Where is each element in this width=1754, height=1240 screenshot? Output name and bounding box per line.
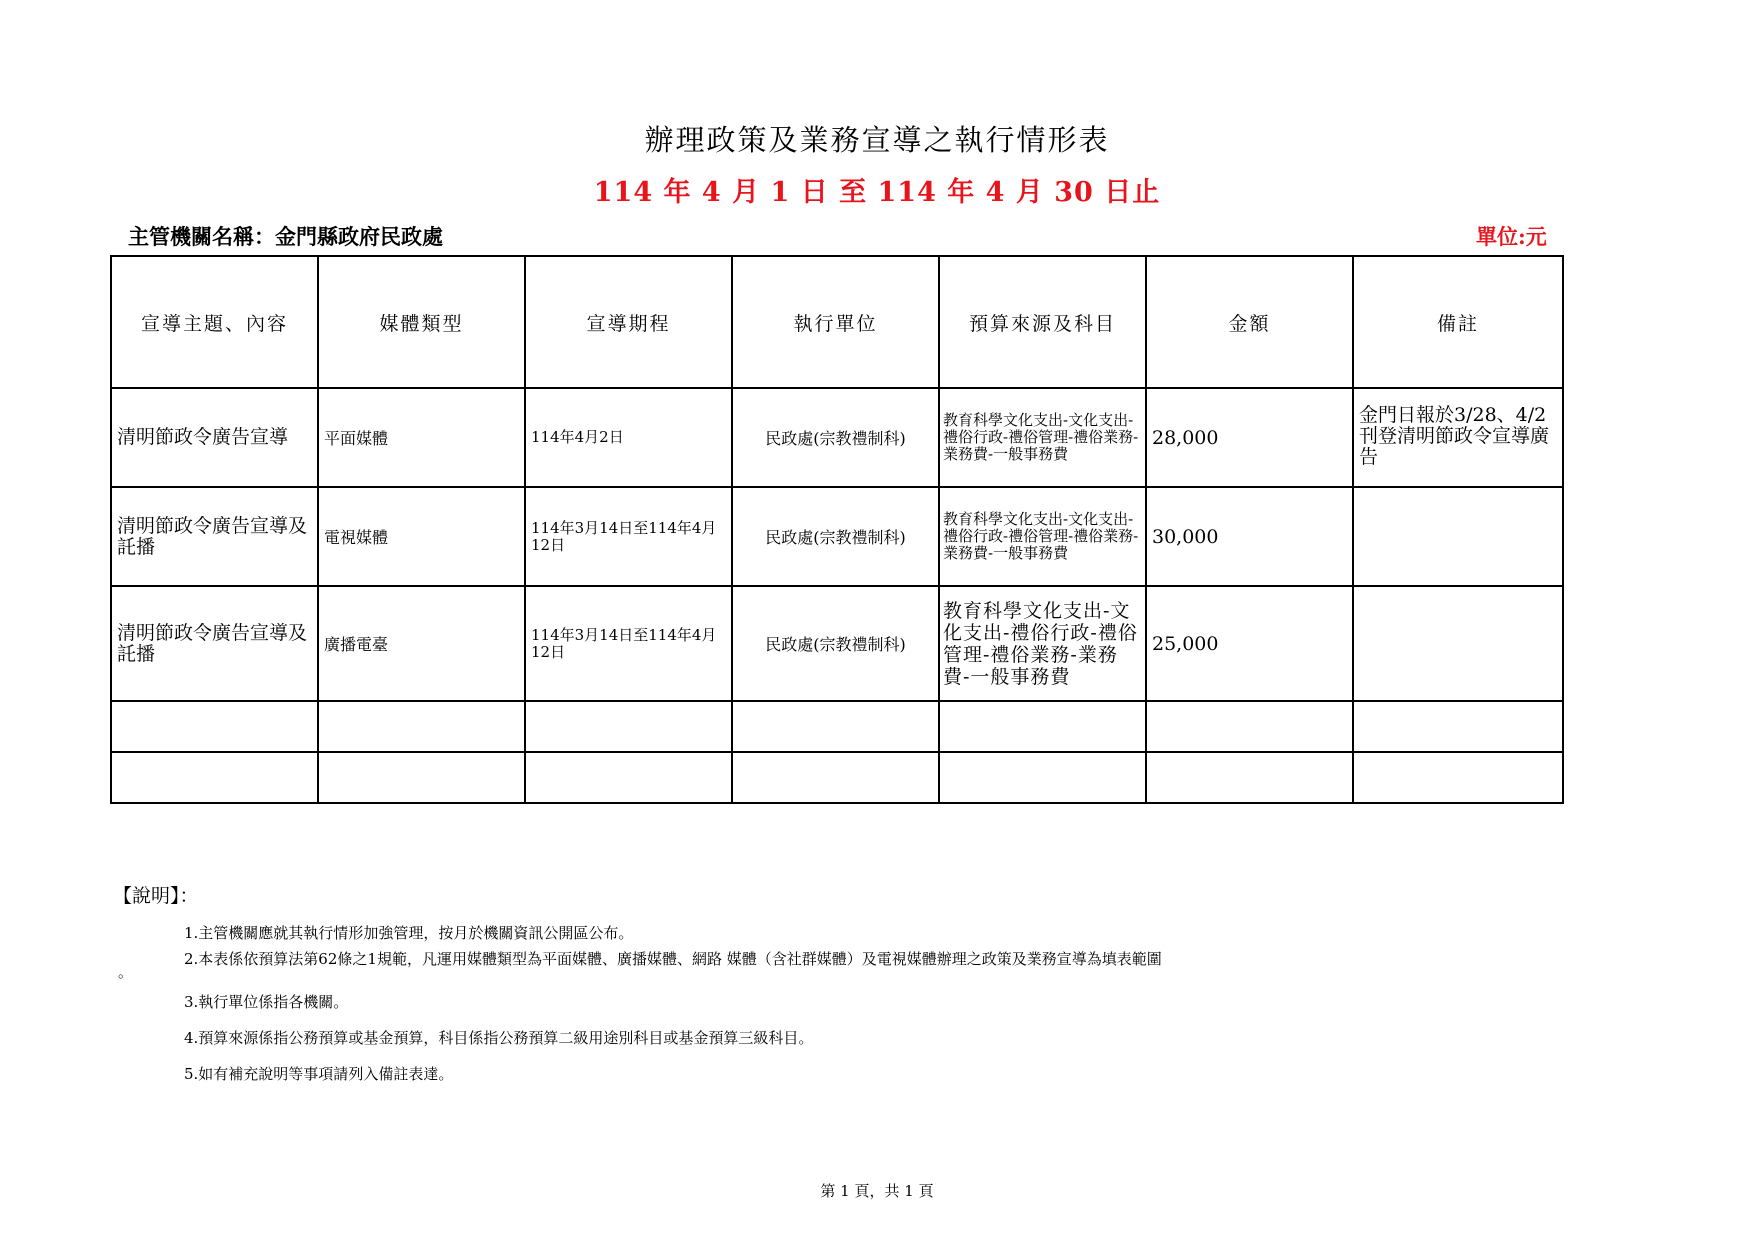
page-footer: 第 1 頁，共 1 頁: [820, 1182, 934, 1200]
cell-empty: [525, 701, 732, 752]
page-title: 辦理政策及業務宣導之執行情形表: [644, 123, 1110, 157]
cell-topic: 清明節政令廣告宣導及託播: [111, 487, 318, 586]
header-amount: 金額: [1146, 256, 1353, 388]
header-period: 宣導期程: [525, 256, 732, 388]
explanation-item: 3.執行單位係指各機關。: [184, 993, 349, 1011]
cell-amount: 25,000: [1146, 586, 1353, 701]
header-media-type: 媒體類型: [318, 256, 525, 388]
header-topic: 宣導主題、內容: [111, 256, 318, 388]
cell-executing-unit: 民政處(宗教禮制科): [732, 586, 939, 701]
table-row-empty: [111, 752, 1563, 803]
execution-table: [110, 255, 1564, 804]
explanation-item-continuation: 。: [118, 963, 134, 981]
explanation-item: 1.主管機關應就其執行情形加強管理，按月於機關資訊公開區公布。: [184, 924, 634, 942]
explanation-item: 2.本表係依預算法第62條之1規範，凡運用媒體類型為平面媒體、廣播媒體、網路 媒體（含社群媒體）及電視媒體辦理之政策及業務宣導為填表範圍: [184, 950, 1162, 968]
cell-remarks: [1353, 586, 1563, 701]
cell-budget-source: 教育科學文化支出-文化支出-禮俗行政-禮俗管理-禮俗業務-業務費-一般事務費: [939, 388, 1146, 487]
table-row: [111, 586, 1563, 701]
date-range: 114 年 4 月 1 日 至 114 年 4 月 30 日止: [593, 177, 1161, 208]
table-row-empty: [111, 701, 1563, 752]
cell-empty: [1353, 752, 1563, 803]
cell-amount: 28,000: [1146, 388, 1353, 487]
header-remarks: 備註: [1353, 256, 1563, 388]
cell-empty: [525, 752, 732, 803]
cell-period: 114年3月14日至114年4月12日: [525, 487, 732, 586]
cell-empty: [939, 701, 1146, 752]
table-row: [111, 487, 1563, 586]
explanation-item: 4.預算來源係指公務預算或基金預算，科目係指公務預算二級用途別科目或基金預算三級科目。: [184, 1029, 814, 1047]
cell-empty: [318, 701, 525, 752]
cell-period: 114年3月14日至114年4月12日: [525, 586, 732, 701]
cell-empty: [111, 701, 318, 752]
cell-media-type: 平面媒體: [318, 388, 525, 487]
cell-topic: 清明節政令廣告宣導及託播: [111, 586, 318, 701]
cell-amount: 30,000: [1146, 487, 1353, 586]
explanation-title: 【說明】：: [113, 885, 199, 907]
explanation-item: 5.如有補充說明等事項請列入備註表達。: [184, 1065, 454, 1083]
cell-budget-source: 教育科學文化支出-文化支出-禮俗行政-禮俗管理-禮俗業務-業務費-一般事務費: [939, 487, 1146, 586]
cell-remarks: 金門日報於3/28、4/2刊登清明節政令宣導廣告: [1353, 388, 1563, 487]
cell-empty: [111, 752, 318, 803]
cell-topic: 清明節政令廣告宣導: [111, 388, 318, 487]
table-header-row: [111, 256, 1563, 388]
agency-name: 主管機關名稱：金門縣政府民政處: [128, 224, 443, 249]
cell-empty: [732, 701, 939, 752]
cell-empty: [732, 752, 939, 803]
cell-media-type: 廣播電臺: [318, 586, 525, 701]
cell-empty: [939, 752, 1146, 803]
cell-empty: [318, 752, 525, 803]
cell-budget-source: 教育科學文化支出-文化支出-禮俗行政-禮俗管理-禮俗業務-業務費-一般事務費: [939, 586, 1146, 701]
cell-executing-unit: 民政處(宗教禮制科): [732, 388, 939, 487]
cell-remarks: [1353, 487, 1563, 586]
header-budget-source: 預算來源及科目: [939, 256, 1146, 388]
cell-executing-unit: 民政處(宗教禮制科): [732, 487, 939, 586]
cell-period: 114年4月2日: [525, 388, 732, 487]
table-row: [111, 388, 1563, 487]
cell-empty: [1353, 701, 1563, 752]
cell-empty: [1146, 701, 1353, 752]
cell-media-type: 電視媒體: [318, 487, 525, 586]
header-executing-unit: 執行單位: [732, 256, 939, 388]
cell-empty: [1146, 752, 1353, 803]
currency-unit: 單位:元: [1476, 224, 1547, 249]
